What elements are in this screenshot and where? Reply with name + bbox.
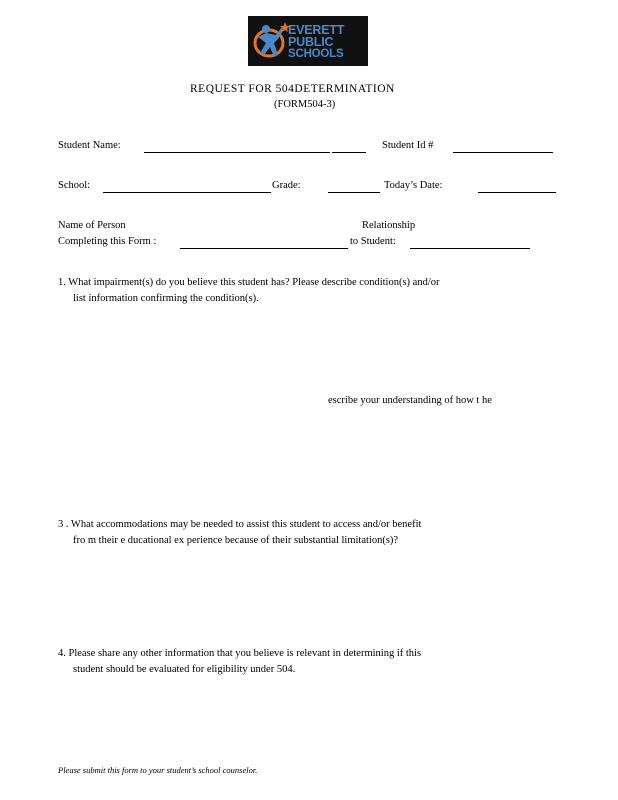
question-4-line-1: 4. Please share any other information that you believe is relevant in determining if this	[58, 648, 422, 659]
question-3-line-2: fro m their e ducational ex perience because of their substantial limitation(s)?	[73, 535, 399, 546]
todays-date-field[interactable]	[478, 192, 556, 193]
logo-figure-icon	[252, 19, 290, 63]
form-title: REQUEST FOR 504DETERMINATION	[190, 83, 395, 95]
question-2-fragment: escribe your understanding of how t he	[328, 395, 492, 406]
student-id-field[interactable]	[453, 152, 553, 153]
name-of-person-label: Name of Person	[58, 220, 126, 231]
student-id-label: Student Id #	[382, 140, 434, 151]
question-1-line-2: list information confirming the condition(s).	[73, 293, 259, 304]
footer-instruction: Please submit this form to your student’s school counselor.	[58, 765, 258, 775]
question-3-line-1: 3 . What accommodations may be needed to assist this student to access and/or benefit	[58, 519, 422, 530]
question-4-line-2: student should be evaluated for eligibility under 504.	[73, 664, 296, 675]
logo-line-1: EVERETT	[288, 23, 345, 37]
completing-form-field[interactable]	[180, 248, 348, 249]
form-subtitle: (FORM504-3)	[274, 99, 336, 110]
grade-field[interactable]	[328, 192, 380, 193]
student-name-field[interactable]	[144, 152, 330, 153]
school-label: School:	[58, 180, 91, 191]
relationship-field[interactable]	[410, 248, 530, 249]
student-name-field-extra[interactable]	[332, 152, 366, 153]
relationship-label: Relationship	[362, 220, 416, 231]
logo-line-2: PUBLIC	[288, 35, 334, 49]
completing-form-label: Completing this Form :	[58, 236, 157, 247]
question-1-line-1: 1. What impairment(s) do you believe this student has? Please describe condition(s) and/or	[58, 277, 440, 288]
everett-public-schools-logo	[248, 16, 368, 66]
logo-line-3: SCHOOLS	[288, 48, 344, 60]
student-name-label: Student Name:	[58, 140, 121, 151]
school-field[interactable]	[103, 192, 271, 193]
todays-date-label: Today’s Date:	[384, 180, 443, 191]
grade-label: Grade:	[272, 180, 301, 191]
to-student-label: to Student:	[350, 236, 396, 247]
